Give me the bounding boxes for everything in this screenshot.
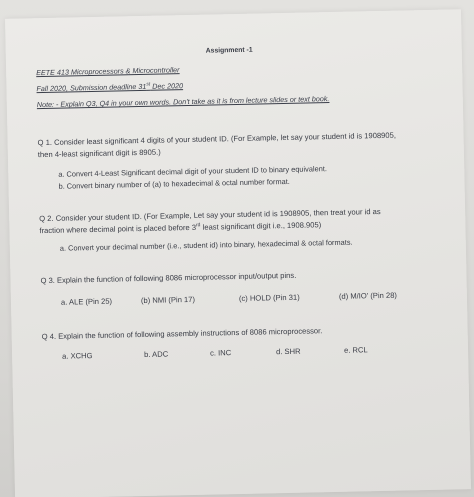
q2-line2: fraction where decimal point is placed before 3rd least significant digit i.e., 1908.905): [39, 220, 322, 236]
q3-option-b: (b) NMI (Pin 17): [140, 294, 196, 306]
q4-option-d: d. SHR: [275, 346, 301, 357]
q3-line1: Q 3. Explain the function of following 8086 microprocessor input/output pins.: [40, 270, 297, 286]
q4-line1: Q 4. Explain the function of following assembly instructions of 8086 microprocessor.: [41, 326, 323, 342]
q3-option-c: (c) HOLD (Pin 31): [238, 292, 300, 303]
course-name: EETE 413 Microprocessors & Microcontroller: [36, 65, 180, 78]
q4-option-e: e. RCL: [343, 345, 368, 355]
q3-option-a: a. ALE (Pin 25): [60, 296, 113, 307]
q4-option-c: c. INC: [209, 348, 232, 358]
q4-option-a: a. XCHG: [62, 351, 93, 361]
q1-line2: then 4-least significant digit is 8905.): [37, 147, 161, 160]
instructions-note: Note: - Explain Q3, Q4 in your own words. Don't take as it is from lecture slides or text book.: [36, 94, 330, 110]
assignment-paper: [5, 9, 471, 497]
assignment-title: Assignment -1: [205, 46, 253, 55]
submission-deadline: Fall 2020, Submission deadline 31st Dec 2020: [36, 81, 184, 94]
q4-option-b: b. ADC: [143, 349, 169, 359]
q2-part-a: a. Convert your decimal number (i.e., student id) into binary, hexadecimal & octal formats.: [59, 237, 353, 253]
q2-line1: Q 2. Consider your student ID. (For Example, Let say your student id is 1908905, then treat your id as: [39, 207, 381, 224]
q1-line1: Q 1. Consider least significant 4 digits of your student ID. (For Example, let say your student id is 1908905,: [37, 130, 396, 148]
q1-part-a: a. Convert 4-Least Significant decimal digit of your student ID to binary equivalent.: [58, 164, 328, 179]
q1-part-b: b. Convert binary number of (a) to hexadecimal & octal number format.: [58, 176, 290, 191]
q3-option-d: (d) M/IO' (Pin 28): [338, 290, 397, 301]
